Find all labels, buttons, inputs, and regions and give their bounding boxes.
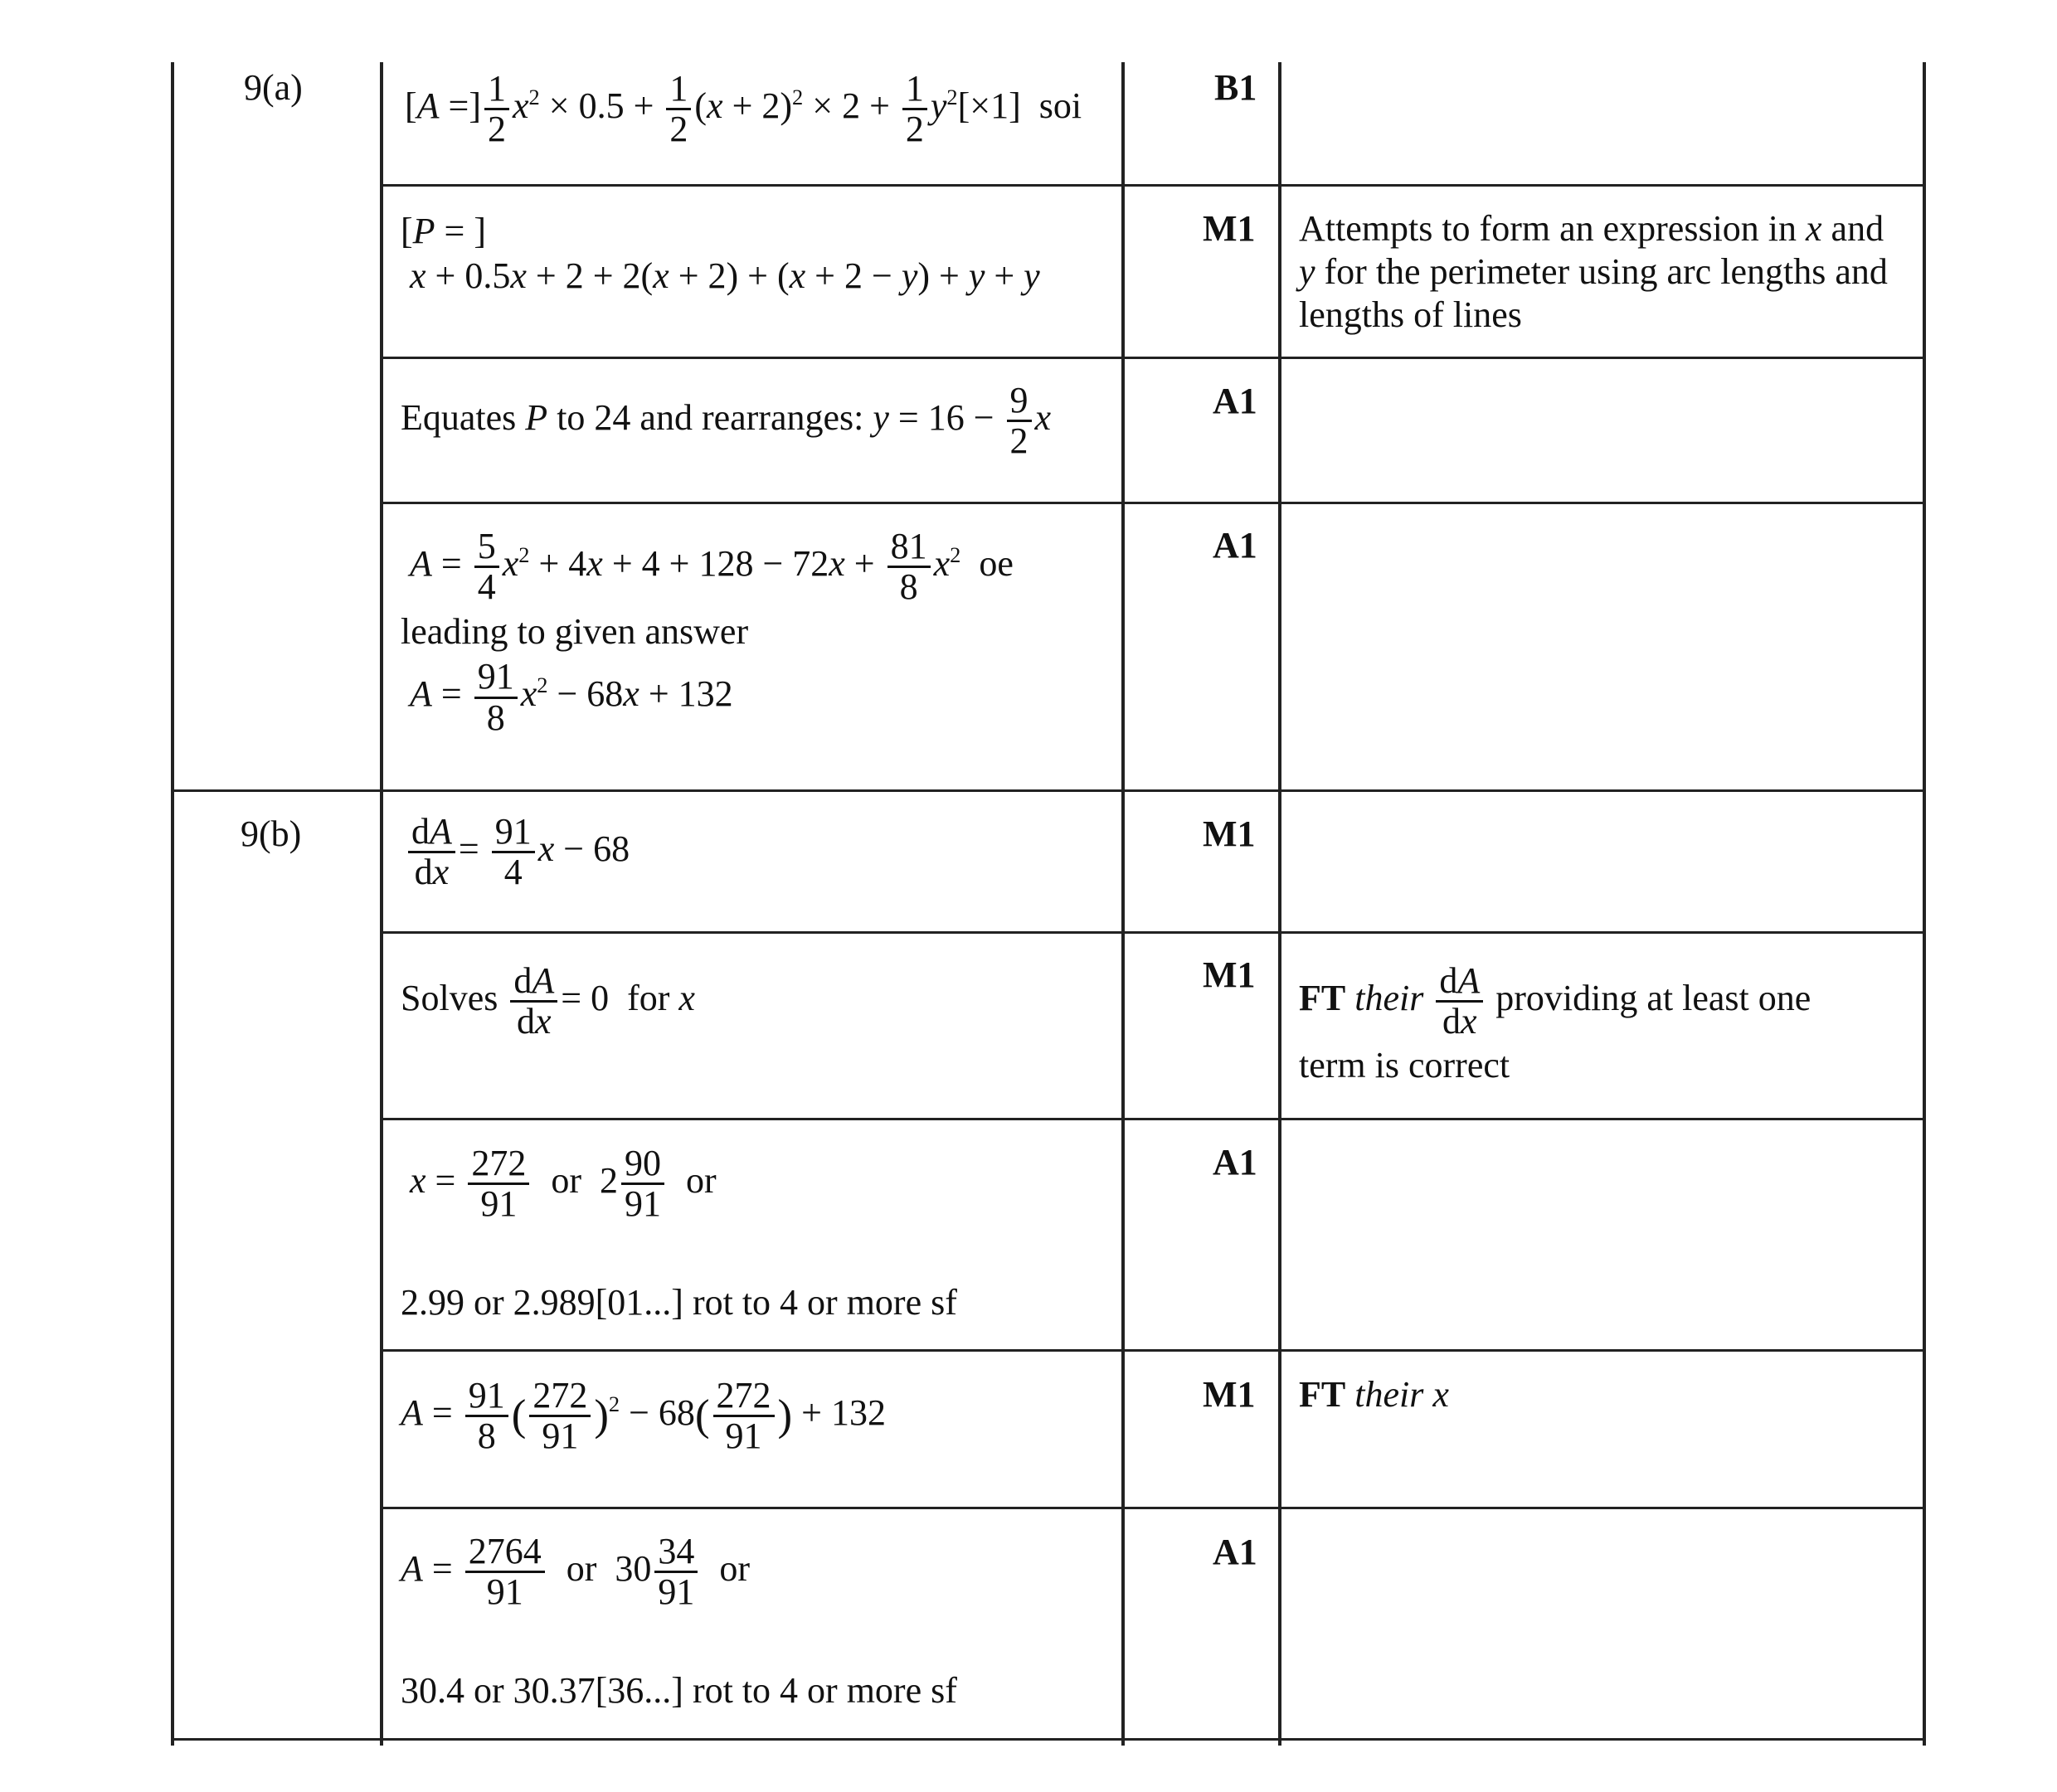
table-divider-answer: [1121, 62, 1125, 1746]
answer-cell: Solves $\frac{dA}{dx}$ = 0 for x: [401, 960, 695, 1042]
table-border-right: [1923, 62, 1926, 1746]
mark-cell: A1: [1213, 1532, 1257, 1572]
row-divider: [380, 1507, 1925, 1509]
answer-cell: x = $\frac{272}{91}$ or 2 $\frac{90}{91}$ or 2.99 or 2.989[01...] rot to 4 or more sf: [401, 1143, 957, 1323]
table-border-left: [171, 62, 174, 1746]
guidance-cell: Attempts to form an expression in x and y for the perimeter using arc lengths and lengths of lines: [1299, 208, 1888, 335]
answer-cell: [A =] $\frac{1}{2}$ $x^2 \times 0.5$ + $\frac{1}{2}$ $(x + 2)^2 \times 2$ + $\frac{1}{2}$ $y^2[\times 1]$ soi: [405, 68, 1082, 150]
mark-cell: B1: [1214, 67, 1257, 108]
answer-cell: $\frac{dA}{dx}$ = $\frac{91}{4}$ x − 68: [405, 813, 630, 891]
mark-cell: M1: [1203, 208, 1256, 249]
mark-cell: A1: [1213, 1142, 1257, 1183]
row-divider: [380, 1118, 1925, 1120]
table-border-bottom: [171, 1738, 1925, 1741]
row-divider: [380, 357, 1925, 359]
answer-cell: A = $\frac{91}{8}$ ( $\frac{272}{91}$ )$^2$ − 68( $\frac{272}{91}$ ) + 132: [401, 1375, 886, 1457]
mark-cell: M1: [1203, 813, 1256, 854]
question-part-label: 9(b): [241, 813, 302, 854]
row-divider: [380, 1349, 1925, 1352]
guidance-cell: FT their $\frac{dA}{dx}$ providing at least one term is correct: [1299, 960, 1811, 1086]
table-divider-marks: [1278, 62, 1281, 1746]
answer-cell: [P = ] x + 0.5x + 2 + 2(x + 2) + (x + 2 − y) + y + y: [401, 211, 1040, 296]
row-divider: [380, 184, 1925, 187]
question-part-label: 9(a): [244, 67, 303, 108]
guidance-cell: FT their x: [1299, 1374, 1449, 1415]
answer-cell: A = $\frac{2764}{91}$ or 30 $\frac{34}{91}$ or 30.4 or 30.37[36...] rot to 4 or more sf: [401, 1531, 957, 1712]
mark-cell: M1: [1203, 954, 1256, 995]
table-divider-part: [380, 62, 383, 1746]
answer-cell: A = $\frac{5}{4}$ $x^2 + 4x + 4 + 128 - 72x$ + $\frac{81}{8}$ $x^2$ oe leading to given answer A = $\frac{91}{8}$ $x^2 - 68x + 132$: [401, 526, 1014, 738]
mark-cell: M1: [1203, 1374, 1256, 1415]
row-divider: [380, 931, 1925, 934]
mark-cell: A1: [1213, 525, 1257, 566]
answer-cell: Equates P to 24 and rearranges: y = 16 − $\frac{9}{2}$ x: [401, 380, 1052, 462]
row-divider: [380, 502, 1925, 504]
mark-cell: A1: [1213, 381, 1257, 421]
part-divider: [171, 789, 1925, 792]
